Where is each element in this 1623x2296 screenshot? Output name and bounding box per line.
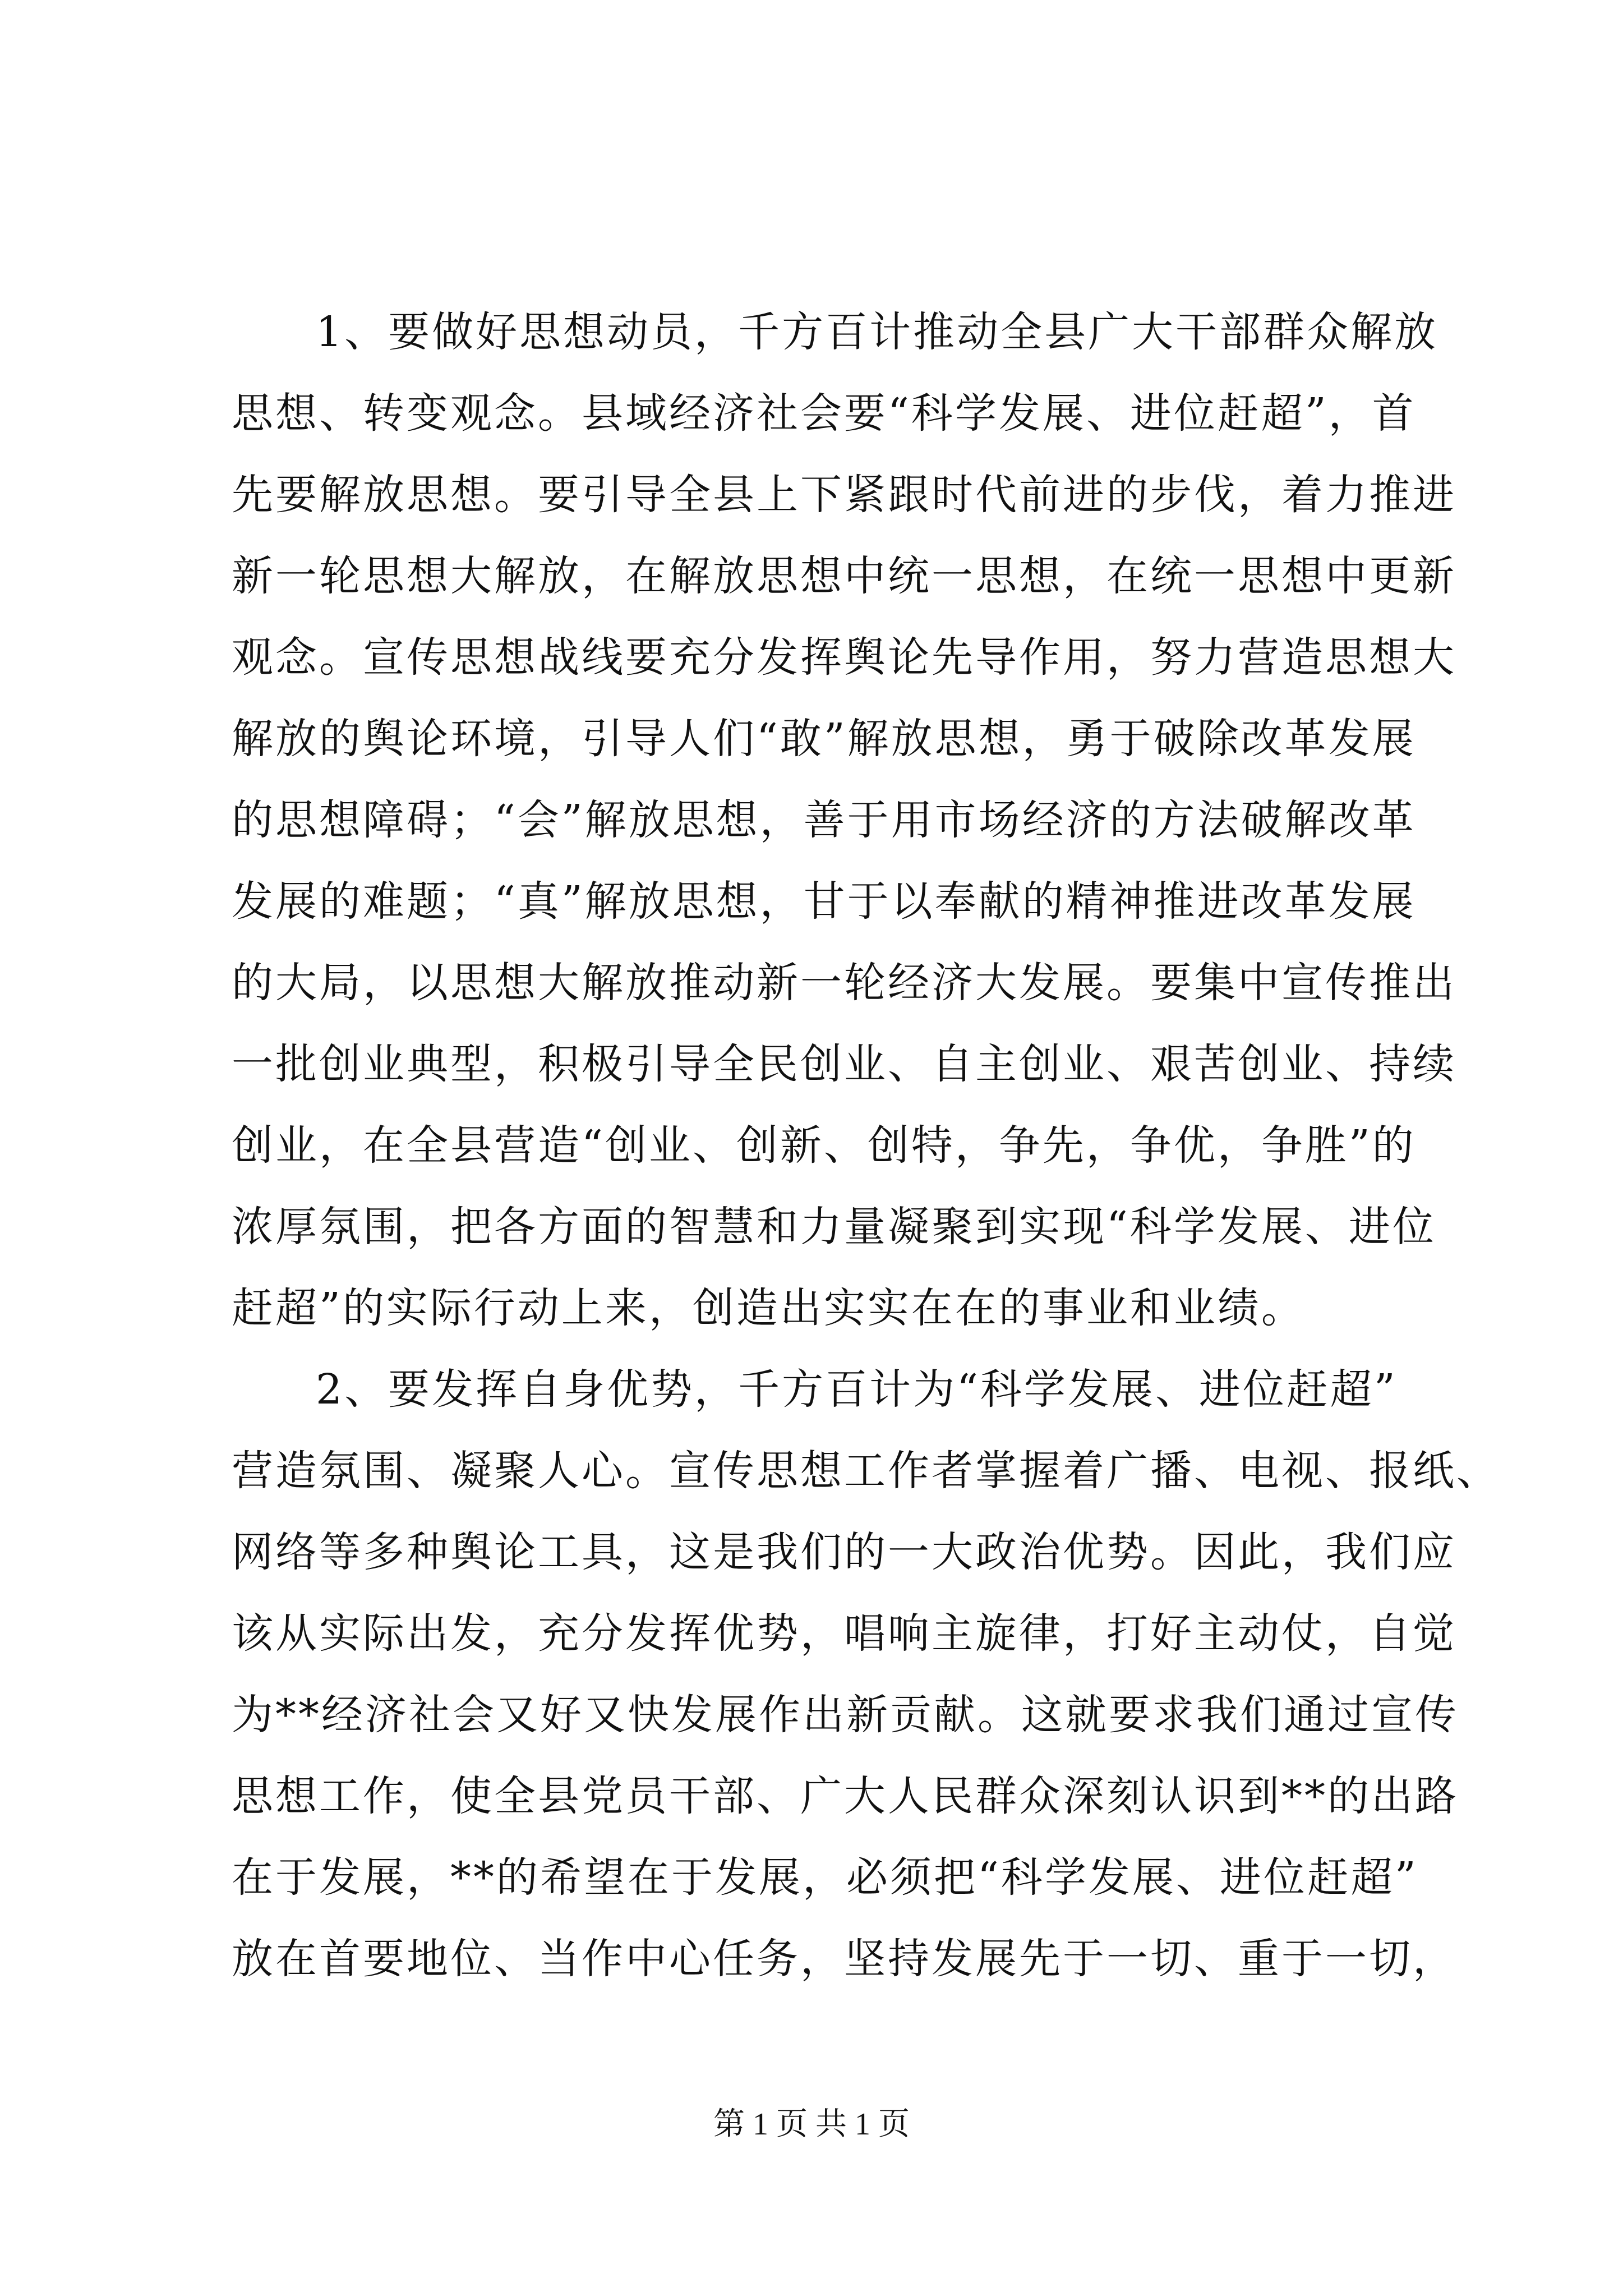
- text-line: 赶超”的实际行动上来，创造出实实在在的事业和业绩。: [232, 1284, 1305, 1332]
- text-line: 思想工作，使全县党员干部、广大人民群众深刻认识到**的出路: [232, 1772, 1459, 1820]
- text-line: 为**经济社会又好又快发展作出新贡献。这就要求我们通过宣传: [232, 1691, 1459, 1739]
- text-line: 观念。宣传思想战线要充分发挥舆论先导作用，努力营造思想大: [232, 633, 1456, 682]
- text-line: 的大局，以思想大解放推动新一轮经济大发展。要集中宣传推出: [232, 959, 1456, 1007]
- text-line: 发展的难题；“真”解放思想，甘于以奉献的精神推进改革发展: [232, 877, 1416, 926]
- text-line: 新一轮思想大解放，在解放思想中统一思想，在统一思想中更新: [232, 552, 1456, 600]
- text-line: 在于发展，**的希望在于发展，必须把“科学发展、进位赶超”: [232, 1853, 1418, 1902]
- text-line: 先要解放思想。要引导全县上下紧跟时代前进的步伐，着力推进: [232, 471, 1456, 519]
- text-line: 思想、转变观念。县域经济社会要“科学发展、进位赶超”，首: [232, 389, 1416, 438]
- paragraph-1: [232, 292, 1477, 1349]
- text-line: 创业，在全县营造“创业、创新、创特，争先，争优，争胜”的: [232, 1121, 1416, 1170]
- text-line: 浓厚氛围，把各方面的智慧和力量凝聚到实现“科学发展、进位: [232, 1203, 1436, 1251]
- text-line: 一批创业典型，积极引导全民创业、自主创业、艰苦创业、持续: [232, 1040, 1456, 1088]
- text-line: 2、要发挥自身优势，千方百计为“科学发展、进位赶超”: [316, 1365, 1398, 1414]
- document-body: [232, 292, 1500, 2000]
- paragraph-2: [232, 1349, 1500, 2000]
- text-line: 营造氛围、凝聚人心。宣传思想工作者掌握着广播、电视、报纸、: [232, 1447, 1500, 1495]
- text-line: 解放的舆论环境，引导人们“敢”解放思想，勇于破除改革发展: [232, 715, 1416, 763]
- text-line: 网络等多种舆论工具，这是我们的一大政治优势。因此，我们应: [232, 1528, 1456, 1576]
- text-line: 放在首要地位、当作中心任务，坚持发展先于一切、重于一切，: [232, 1935, 1456, 1983]
- page-number-footer: 第 1 页 共 1 页: [713, 2107, 910, 2142]
- text-line: 的思想障碍；“会”解放思想，善于用市场经济的方法破解改革: [232, 796, 1416, 844]
- text-line: 1、要做好思想动员，千方百计推动全县广大干部群众解放: [316, 308, 1438, 356]
- text-line: 该从实际出发，充分发挥优势，唱响主旋律，打好主动仗，自觉: [232, 1609, 1456, 1658]
